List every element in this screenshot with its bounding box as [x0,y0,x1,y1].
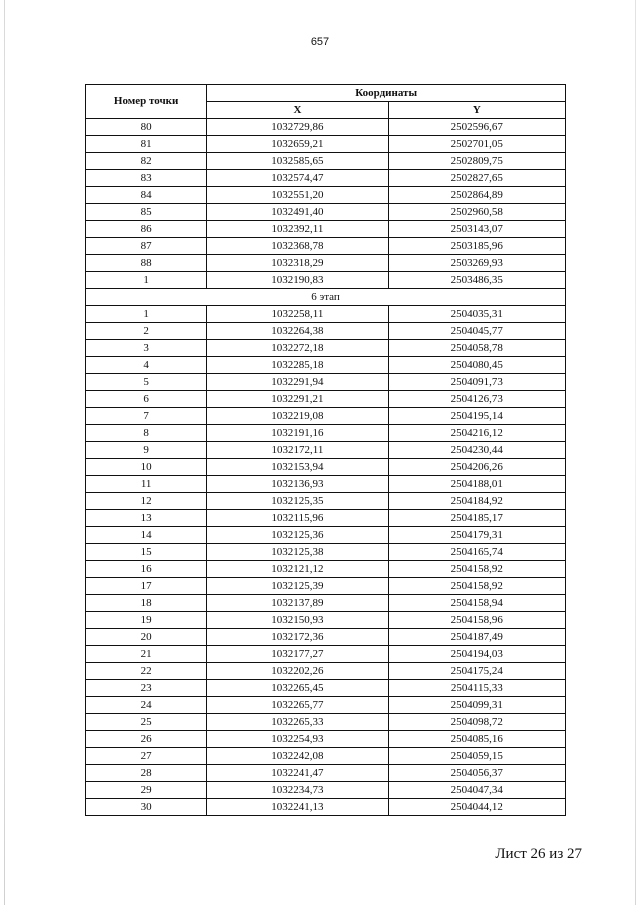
table-row [86,170,566,187]
rows-stage-6 [86,306,566,816]
table-row [86,238,566,255]
y-coordinate-cell: 2504056,37 [388,765,565,782]
x-coordinate-cell: 1032172,11 [207,442,388,459]
x-coordinate-cell: 1032285,18 [207,357,388,374]
x-coordinate-cell: 1032585,65 [207,153,388,170]
point-number-cell: 16 [86,561,207,578]
table-row [86,442,566,459]
table-row [86,272,566,289]
y-coordinate-cell: 2504216,12 [388,425,565,442]
table-row [86,357,566,374]
point-number-cell: 1 [86,272,207,289]
y-coordinate-cell: 2504188,01 [388,476,565,493]
point-number-cell: 23 [86,680,207,697]
table-header [86,85,566,119]
x-coordinate-cell: 1032264,38 [207,323,388,340]
point-number-cell: 8 [86,425,207,442]
y-coordinate-cell: 2504158,96 [388,612,565,629]
x-coordinate-cell: 1032729,86 [207,119,388,136]
table-row [86,340,566,357]
point-number-cell: 17 [86,578,207,595]
y-coordinate-cell: 2504185,17 [388,510,565,527]
table-row [86,425,566,442]
x-coordinate-cell: 1032219,08 [207,408,388,425]
x-coordinate-cell: 1032136,93 [207,476,388,493]
x-coordinate-cell: 1032190,83 [207,272,388,289]
table-row [86,153,566,170]
table-row [86,544,566,561]
table-row [86,646,566,663]
point-number-cell: 28 [86,765,207,782]
table-row [86,119,566,136]
header-coordinates: Координаты [207,85,566,102]
x-coordinate-cell: 1032241,47 [207,765,388,782]
point-number-cell: 26 [86,731,207,748]
y-coordinate-cell: 2503143,07 [388,221,565,238]
point-number-cell: 82 [86,153,207,170]
y-coordinate-cell: 2504187,49 [388,629,565,646]
point-number-cell: 15 [86,544,207,561]
y-coordinate-cell: 2504047,34 [388,782,565,799]
table-row [86,306,566,323]
y-coordinate-cell: 2504158,92 [388,561,565,578]
y-coordinate-cell: 2504179,31 [388,527,565,544]
y-coordinate-cell: 2504099,31 [388,697,565,714]
point-number-cell: 11 [86,476,207,493]
table-row [86,629,566,646]
sheet-footer: Лист 26 из 27 [495,846,582,862]
x-coordinate-cell: 1032318,29 [207,255,388,272]
header-x: X [207,102,388,119]
y-coordinate-cell: 2502960,58 [388,204,565,221]
x-coordinate-cell: 1032234,73 [207,782,388,799]
point-number-cell: 22 [86,663,207,680]
y-coordinate-cell: 2504058,78 [388,340,565,357]
point-number-cell: 12 [86,493,207,510]
x-coordinate-cell: 1032551,20 [207,187,388,204]
point-number-cell: 25 [86,714,207,731]
y-coordinate-cell: 2503185,96 [388,238,565,255]
point-number-cell: 24 [86,697,207,714]
point-number-cell: 21 [86,646,207,663]
point-number-cell: 18 [86,595,207,612]
header-point-number: Номер точки [86,85,207,119]
table-row [86,187,566,204]
stage-label: 6 этап [86,289,566,306]
table-row [86,255,566,272]
stage-separator [86,289,566,306]
point-number-cell: 80 [86,119,207,136]
x-coordinate-cell: 1032659,21 [207,136,388,153]
x-coordinate-cell: 1032291,21 [207,391,388,408]
point-number-cell: 20 [86,629,207,646]
x-coordinate-cell: 1032121,12 [207,561,388,578]
y-coordinate-cell: 2504175,24 [388,663,565,680]
x-coordinate-cell: 1032115,96 [207,510,388,527]
table-row [86,714,566,731]
x-coordinate-cell: 1032241,13 [207,799,388,816]
y-coordinate-cell: 2504165,74 [388,544,565,561]
x-coordinate-cell: 1032254,93 [207,731,388,748]
point-number-cell: 85 [86,204,207,221]
y-coordinate-cell: 2502864,89 [388,187,565,204]
y-coordinate-cell: 2504035,31 [388,306,565,323]
y-coordinate-cell: 2504098,72 [388,714,565,731]
table-row [86,476,566,493]
x-coordinate-cell: 1032265,33 [207,714,388,731]
coordinates-table [85,84,566,816]
table-row [86,765,566,782]
y-coordinate-cell: 2502701,05 [388,136,565,153]
y-coordinate-cell: 2504206,26 [388,459,565,476]
x-coordinate-cell: 1032368,78 [207,238,388,255]
y-coordinate-cell: 2504194,03 [388,646,565,663]
x-coordinate-cell: 1032125,35 [207,493,388,510]
table-row [86,136,566,153]
y-coordinate-cell: 2503486,35 [388,272,565,289]
point-number-cell: 2 [86,323,207,340]
table-row [86,731,566,748]
point-number-cell: 84 [86,187,207,204]
point-number-cell: 7 [86,408,207,425]
y-coordinate-cell: 2504059,15 [388,748,565,765]
y-coordinate-cell: 2504091,73 [388,374,565,391]
x-coordinate-cell: 1032272,18 [207,340,388,357]
table-row [86,391,566,408]
y-coordinate-cell: 2504126,73 [388,391,565,408]
x-coordinate-cell: 1032242,08 [207,748,388,765]
y-coordinate-cell: 2504195,14 [388,408,565,425]
x-coordinate-cell: 1032125,39 [207,578,388,595]
x-coordinate-cell: 1032291,94 [207,374,388,391]
table-row [86,408,566,425]
y-coordinate-cell: 2504044,12 [388,799,565,816]
table-row [86,527,566,544]
x-coordinate-cell: 1032150,93 [207,612,388,629]
x-coordinate-cell: 1032202,26 [207,663,388,680]
x-coordinate-cell: 1032574,47 [207,170,388,187]
table-row [86,221,566,238]
point-number-cell: 81 [86,136,207,153]
table-row [86,663,566,680]
x-coordinate-cell: 1032392,11 [207,221,388,238]
point-number-cell: 4 [86,357,207,374]
y-coordinate-cell: 2504080,45 [388,357,565,374]
table-row [86,697,566,714]
x-coordinate-cell: 1032172,36 [207,629,388,646]
point-number-cell: 10 [86,459,207,476]
page-number: 657 [310,36,330,48]
point-number-cell: 9 [86,442,207,459]
y-coordinate-cell: 2502827,65 [388,170,565,187]
table-row [86,748,566,765]
y-coordinate-cell: 2502596,67 [388,119,565,136]
header-y: Y [388,102,565,119]
y-coordinate-cell: 2504158,94 [388,595,565,612]
point-number-cell: 27 [86,748,207,765]
x-coordinate-cell: 1032125,36 [207,527,388,544]
point-number-cell: 5 [86,374,207,391]
x-coordinate-cell: 1032265,45 [207,680,388,697]
table-row [86,595,566,612]
y-coordinate-cell: 2504085,16 [388,731,565,748]
x-coordinate-cell: 1032191,16 [207,425,388,442]
scan-edge-left [4,0,5,905]
y-coordinate-cell: 2504184,92 [388,493,565,510]
scan-edge-right [635,0,636,905]
y-coordinate-cell: 2504045,77 [388,323,565,340]
point-number-cell: 29 [86,782,207,799]
table-row [86,459,566,476]
x-coordinate-cell: 1032265,77 [207,697,388,714]
y-coordinate-cell: 2504115,33 [388,680,565,697]
point-number-cell: 86 [86,221,207,238]
table-row [86,782,566,799]
point-number-cell: 83 [86,170,207,187]
table-row [86,510,566,527]
table-row [86,561,566,578]
point-number-cell: 14 [86,527,207,544]
table-row [86,374,566,391]
point-number-cell: 19 [86,612,207,629]
x-coordinate-cell: 1032137,89 [207,595,388,612]
y-coordinate-cell: 2504158,92 [388,578,565,595]
point-number-cell: 1 [86,306,207,323]
point-number-cell: 13 [86,510,207,527]
table-row [86,680,566,697]
x-coordinate-cell: 1032153,94 [207,459,388,476]
point-number-cell: 3 [86,340,207,357]
y-coordinate-cell: 2504230,44 [388,442,565,459]
point-number-cell: 30 [86,799,207,816]
table-row [86,493,566,510]
table-row [86,204,566,221]
point-number-cell: 6 [86,391,207,408]
table-row [86,799,566,816]
x-coordinate-cell: 1032125,38 [207,544,388,561]
x-coordinate-cell: 1032491,40 [207,204,388,221]
table-row [86,323,566,340]
rows-before-stage [86,119,566,289]
y-coordinate-cell: 2503269,93 [388,255,565,272]
x-coordinate-cell: 1032258,11 [207,306,388,323]
table-row [86,612,566,629]
y-coordinate-cell: 2502809,75 [388,153,565,170]
point-number-cell: 87 [86,238,207,255]
table-row [86,578,566,595]
point-number-cell: 88 [86,255,207,272]
x-coordinate-cell: 1032177,27 [207,646,388,663]
